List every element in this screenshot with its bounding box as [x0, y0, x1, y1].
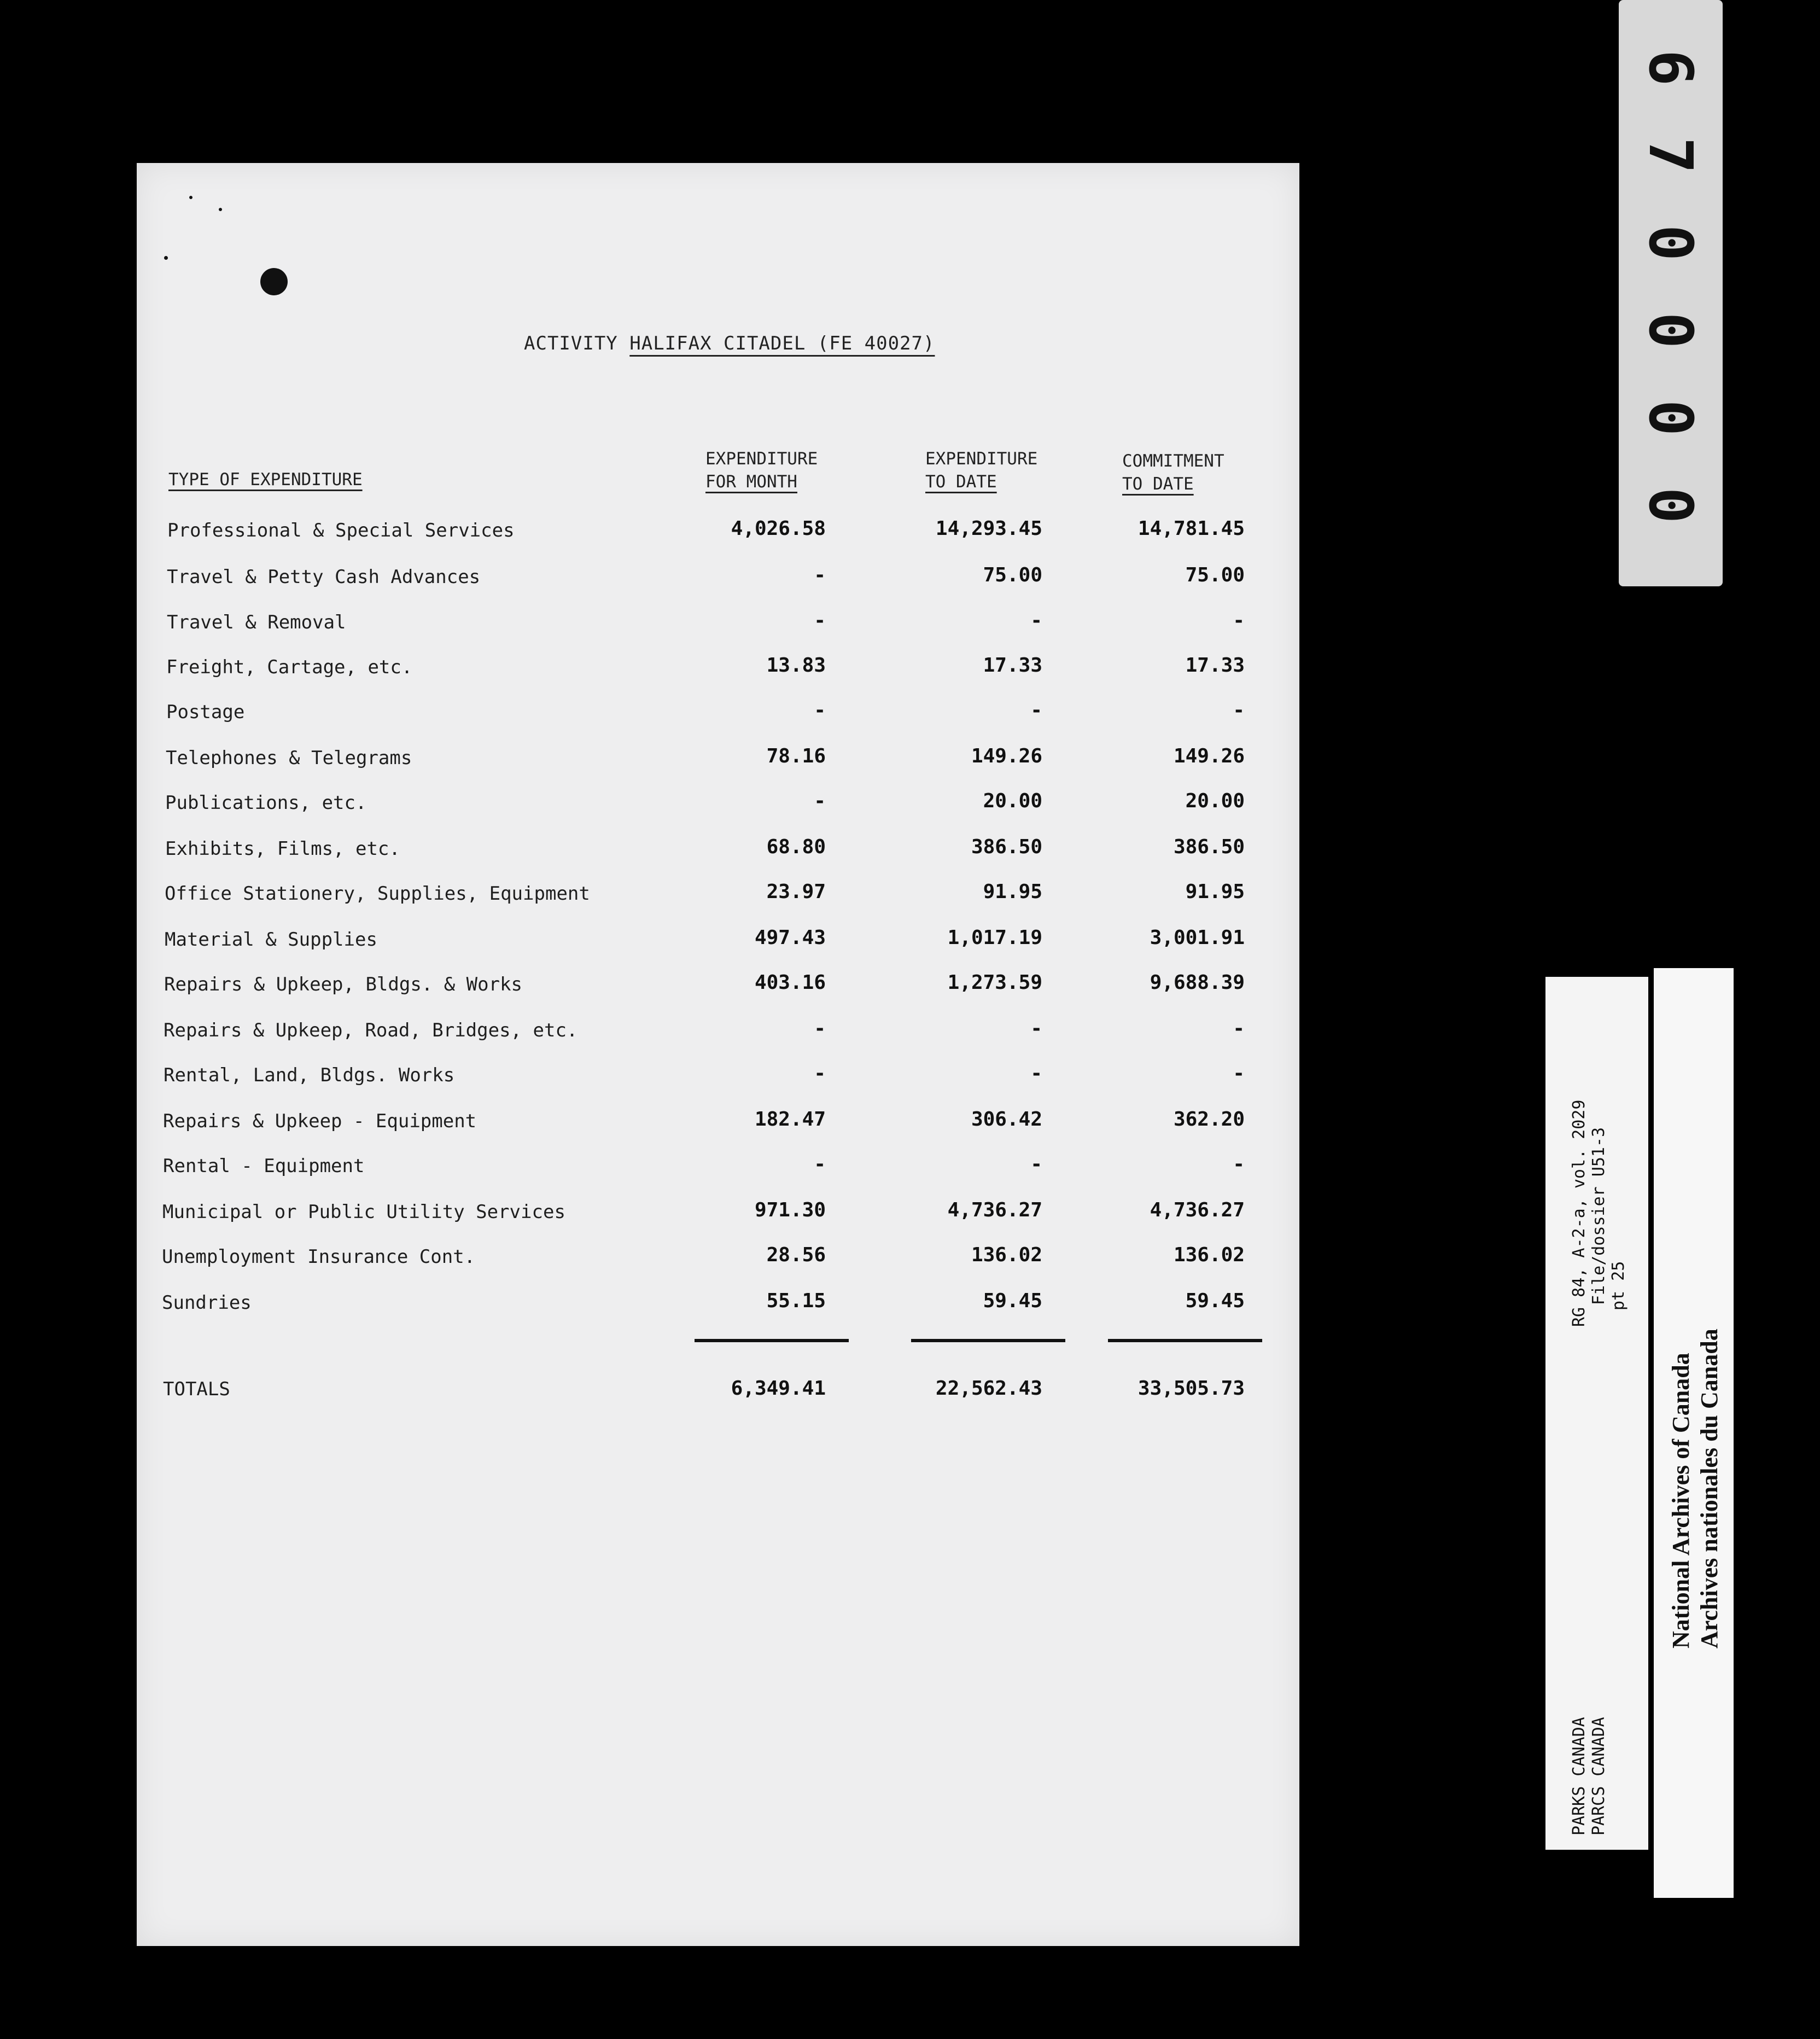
speck	[219, 208, 222, 211]
expenditure-type-label: Repairs & Upkeep - Equipment	[163, 1110, 477, 1132]
amount-commit: 91.95	[1185, 881, 1245, 903]
amount-commit: 149.26	[1173, 745, 1245, 767]
amount-month: 497.43	[754, 927, 826, 949]
amount-todate: 91.95	[983, 881, 1042, 903]
amount-todate: 386.50	[971, 836, 1042, 858]
frame-digit: 0	[1636, 312, 1706, 349]
expenditure-type-label: Publications, etc.	[165, 792, 367, 814]
amount-month: -	[814, 609, 826, 632]
amount-month: 403.16	[754, 971, 826, 994]
amount-month: -	[814, 790, 826, 812]
total-rule	[695, 1339, 849, 1342]
expenditure-type-label: Material & Supplies	[165, 929, 377, 951]
amount-commit: 20.00	[1185, 790, 1245, 812]
amount-todate: 17.33	[983, 654, 1042, 677]
amount-commit: 75.00	[1185, 564, 1245, 586]
expenditure-type-label: Professional & Special Services	[167, 520, 515, 541]
archive-ref-line2: File/dossier U51-3	[1589, 1127, 1608, 1305]
amount-month: 78.16	[766, 745, 826, 767]
amount-todate: -	[1030, 1062, 1042, 1085]
amount-commit: 3,001.91	[1150, 927, 1245, 949]
amount-todate: -	[1030, 1153, 1042, 1175]
activity-prefix: ACTIVITY	[524, 333, 618, 354]
amount-todate: -	[1030, 609, 1042, 632]
activity-name: HALIFAX CITADEL (FE 40027)	[629, 333, 935, 354]
total-rule	[911, 1339, 1065, 1342]
frame-digit: 7	[1636, 137, 1706, 174]
amount-commit: 4,736.27	[1150, 1199, 1245, 1221]
total-month: 6,349.41	[731, 1377, 826, 1400]
amount-commit: 17.33	[1185, 654, 1245, 677]
frame-digit: 6	[1636, 49, 1706, 86]
amount-todate: 20.00	[983, 790, 1042, 812]
amount-commit: -	[1233, 699, 1245, 721]
expenditure-type-label: Repairs & Upkeep, Bldgs. & Works	[164, 974, 523, 995]
amount-month: -	[814, 1062, 826, 1085]
amount-commit: 386.50	[1173, 836, 1245, 858]
amount-todate: 149.26	[971, 745, 1042, 767]
amount-todate: 75.00	[983, 564, 1042, 586]
amount-month: 23.97	[766, 881, 826, 903]
speck	[189, 196, 192, 199]
amount-commit: -	[1233, 609, 1245, 632]
expenditure-type-label: Postage	[166, 701, 245, 723]
nac-label-card	[1654, 968, 1734, 1898]
expenditure-type-label: Unemployment Insurance Cont.	[162, 1246, 476, 1268]
amount-month: -	[814, 1153, 826, 1175]
total-rule	[1108, 1339, 1262, 1342]
amount-commit: 59.45	[1185, 1290, 1245, 1312]
nac-french: Archives nationales du Canada	[1696, 1329, 1723, 1648]
expenditure-type-label: Travel & Removal	[167, 611, 346, 633]
expenditure-type-label: Office Stationery, Supplies, Equipment	[165, 883, 590, 905]
archive-reference-card	[1545, 977, 1648, 1850]
amount-month: -	[814, 699, 826, 721]
expenditure-type-label: Rental - Equipment	[163, 1155, 365, 1177]
expenditure-type-label: Travel & Petty Cash Advances	[167, 566, 481, 588]
frame-digit: 0	[1636, 224, 1706, 261]
expenditure-type-label: Sundries	[162, 1292, 252, 1314]
frame-digit: 0	[1636, 487, 1706, 524]
amount-month: 55.15	[766, 1290, 826, 1312]
archive-org-line2: PARCS CANADA	[1589, 1717, 1608, 1836]
totals-label: TOTALS	[163, 1378, 230, 1400]
amount-todate: -	[1030, 1017, 1042, 1040]
amount-todate: 136.02	[971, 1244, 1042, 1266]
amount-commit: -	[1233, 1153, 1245, 1175]
amount-month: -	[814, 1017, 826, 1040]
amount-month: 971.30	[754, 1199, 826, 1221]
total-commit: 33,505.73	[1138, 1377, 1245, 1400]
amount-month: 182.47	[754, 1108, 826, 1131]
total-todate: 22,562.43	[935, 1377, 1042, 1400]
activity-title	[524, 333, 935, 354]
expenditure-type-label: Telephones & Telegrams	[166, 747, 412, 769]
amount-todate: 4,736.27	[947, 1199, 1042, 1221]
ink-blot	[260, 268, 288, 295]
frame-number-strip	[1619, 0, 1723, 586]
nac-english: National Archives of Canada	[1667, 1353, 1694, 1648]
amount-commit: 9,688.39	[1150, 971, 1245, 994]
amount-commit: 14,781.45	[1138, 517, 1245, 540]
expenditure-type-label: Rental, Land, Bldgs. Works	[164, 1064, 455, 1086]
expenditure-type-label: Freight, Cartage, etc.	[166, 656, 413, 678]
col-type-header: TYPE OF EXPENDITURE	[168, 470, 363, 490]
amount-todate: 14,293.45	[935, 517, 1042, 540]
col-todate-header: EXPENDITURE TO DATE	[925, 449, 1038, 492]
speck	[164, 256, 168, 260]
amount-todate: 1,273.59	[947, 971, 1042, 994]
expenditure-type-label: Repairs & Upkeep, Road, Bridges, etc.	[164, 1020, 578, 1041]
amount-todate: 306.42	[971, 1108, 1042, 1131]
amount-commit: 362.20	[1173, 1108, 1245, 1131]
expenditure-type-label: Municipal or Public Utility Services	[162, 1201, 565, 1223]
amount-commit: 136.02	[1173, 1244, 1245, 1266]
frame-digit: 0	[1636, 399, 1706, 436]
document-page	[137, 163, 1299, 1946]
amount-month: 4,026.58	[731, 517, 826, 540]
col-commit-header: COMMITMENT TO DATE	[1122, 451, 1224, 494]
archive-ref-line1: RG 84, A-2-a, vol. 2029	[1570, 1099, 1589, 1327]
amount-todate: 59.45	[983, 1290, 1042, 1312]
amount-month: 13.83	[766, 654, 826, 677]
amount-commit: -	[1233, 1017, 1245, 1040]
archive-ref-line3: pt 25	[1609, 1261, 1628, 1310]
amount-commit: -	[1233, 1062, 1245, 1085]
amount-month: 28.56	[766, 1244, 826, 1266]
expenditure-type-label: Exhibits, Films, etc.	[165, 838, 400, 860]
amount-month: -	[814, 564, 826, 586]
col-month-header: EXPENDITURE FOR MONTH	[705, 449, 818, 492]
amount-todate: -	[1030, 699, 1042, 721]
amount-month: 68.80	[766, 836, 826, 858]
amount-todate: 1,017.19	[947, 927, 1042, 949]
archive-org-line1: PARKS CANADA	[1570, 1717, 1589, 1836]
